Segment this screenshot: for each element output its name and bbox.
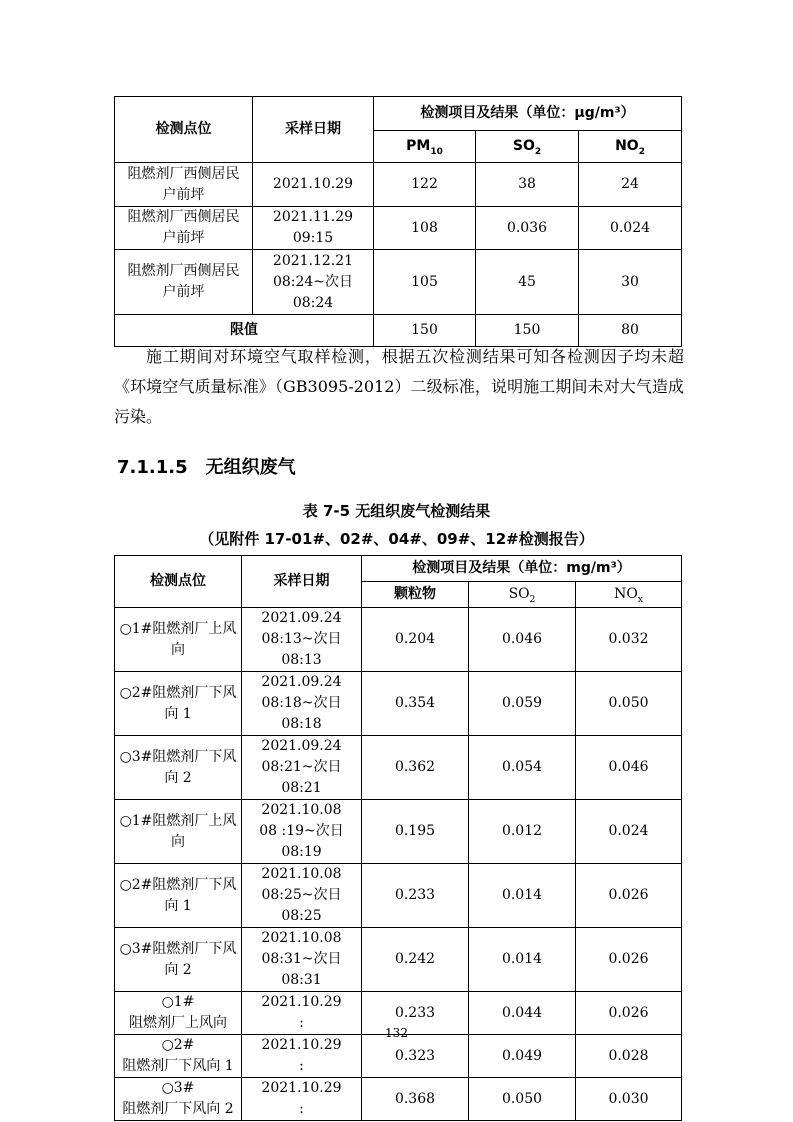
cell-value: 105	[374, 250, 476, 315]
header-pollutant: $SO_2$	[469, 582, 576, 608]
table-row	[115, 250, 682, 315]
cell-point: ○2#阻燃剂厂下风 向 1	[115, 672, 242, 736]
table-row	[115, 1035, 682, 1078]
table-row	[115, 1078, 682, 1121]
cell-point: ○1# 阻燃剂厂上风向	[115, 992, 242, 1035]
table-caption: 表 7-5 无组织废气检测结果	[302, 502, 491, 520]
cell-value: 45	[476, 250, 579, 315]
cell-value: 108	[374, 207, 476, 250]
limit-label: 限值	[115, 315, 374, 347]
cell-point: ○1#阻燃剂厂上风 向	[115, 800, 242, 864]
cell-date: 2021.10.29	[253, 163, 374, 207]
cell-value: 0.233	[362, 992, 469, 1035]
cell-value: 0.362	[362, 736, 469, 800]
cell-date: 2021.10.29 :	[242, 992, 362, 1035]
cell-point: 阻燃剂厂西侧居民 户前坪	[115, 207, 253, 250]
cell-date: 2021.09.24 08:13~次日 08:13	[242, 608, 362, 672]
cell-value: 0.026	[576, 992, 682, 1035]
body-paragraph: 施工期间对环境空气取样检测，根据五次检测结果可知各检测因子均未超《环境空气质量标准》（GB3095-2012）二级标准，说明施工期间未对大气造成污染。	[114, 347, 684, 426]
section-number: 7.1.1.5	[117, 457, 188, 478]
header-pollutant: $SO_2$	[476, 131, 579, 163]
header-date: 采样日期	[253, 97, 374, 163]
cell-point: ○3#阻燃剂厂下风 向 2	[115, 736, 242, 800]
cell-date: 2021.10.29 :	[242, 1078, 362, 1121]
cell-value: 38	[476, 163, 579, 207]
table-row	[115, 163, 682, 207]
cell-point: 阻燃剂厂西侧居民 户前坪	[115, 163, 253, 207]
cell-value: 0.059	[469, 672, 576, 736]
header-results: 检测项目及结果（单位：mg/m³）	[362, 556, 682, 582]
cell-value: 0.323	[362, 1035, 469, 1078]
cell-date: 2021.10.08 08 :19~次日 08:19	[242, 800, 362, 864]
table-row	[115, 800, 682, 864]
table-row	[115, 608, 682, 672]
cell-point: 阻燃剂厂西侧居民 户前坪	[115, 250, 253, 315]
cell-value: 0.242	[362, 928, 469, 992]
cell-value: 0.014	[469, 928, 576, 992]
cell-value: 0.028	[576, 1035, 682, 1078]
cell-value: 0.204	[362, 608, 469, 672]
header-pollutant: 颗粒物	[362, 582, 469, 608]
table-row	[115, 928, 682, 992]
cell-point: ○3# 阻燃剂厂下风向 2	[115, 1078, 242, 1121]
cell-value: 0.046	[576, 736, 682, 800]
table-caption-reference: （见附件 17-01#、02#、04#、09#、12#检测报告）	[199, 530, 594, 548]
header-pollutant: $NO_x$	[576, 582, 682, 608]
cell-date: 2021.11.29 09:15	[253, 207, 374, 250]
cell-date: 2021.10.08 08:31~次日 08:31	[242, 928, 362, 992]
cell-value: 0.054	[469, 736, 576, 800]
cell-value: 0.044	[469, 992, 576, 1035]
cell-value: 0.050	[469, 1078, 576, 1121]
cell-date: 2021.12.21 08:24~次日 08:24	[253, 250, 374, 315]
cell-value: 24	[579, 163, 682, 207]
header-results: 检测项目及结果（单位：μg/m³）	[374, 97, 682, 131]
cell-point: ○2#阻燃剂厂下风 向 1	[115, 864, 242, 928]
cell-value: 0.024	[579, 207, 682, 250]
cell-date: 2021.09.24 08:18~次日 08:18	[242, 672, 362, 736]
limit-value: 80	[579, 315, 682, 347]
cell-value: 0.014	[469, 864, 576, 928]
table-row	[115, 736, 682, 800]
cell-value: 0.049	[469, 1035, 576, 1078]
cell-value: 0.030	[576, 1078, 682, 1121]
cell-value: 0.026	[576, 864, 682, 928]
cell-point: ○3#阻燃剂厂下风 向 2	[115, 928, 242, 992]
cell-date: 2021.09.24 08:21~次日 08:21	[242, 736, 362, 800]
section-heading	[117, 453, 296, 479]
cell-value: 0.012	[469, 800, 576, 864]
cell-point: ○2# 阻燃剂厂下风向 1	[115, 1035, 242, 1078]
table-row	[115, 864, 682, 928]
header-pollutant: $PM_{10}$	[374, 131, 476, 163]
header-point: 检测点位	[115, 556, 242, 608]
cell-date: 2021.10.29 :	[242, 1035, 362, 1078]
cell-value: 0.046	[469, 608, 576, 672]
cell-value: 0.233	[362, 864, 469, 928]
cell-value: 0.050	[576, 672, 682, 736]
cell-value: 122	[374, 163, 476, 207]
limit-value: 150	[374, 315, 476, 347]
page-number: 132	[385, 1026, 408, 1040]
cell-point: ○1#阻燃剂厂上风 向	[115, 608, 242, 672]
limit-value: 150	[476, 315, 579, 347]
table-row	[115, 207, 682, 250]
cell-value: 0.032	[576, 608, 682, 672]
cell-value: 0.026	[576, 928, 682, 992]
cell-value: 0.354	[362, 672, 469, 736]
header-point: 检测点位	[115, 97, 253, 163]
header-pollutant: $NO_2$	[579, 131, 682, 163]
table-row	[115, 672, 682, 736]
header-date: 采样日期	[242, 556, 362, 608]
cell-value: 0.036	[476, 207, 579, 250]
cell-value: 0.024	[576, 800, 682, 864]
section-title: 无组织废气	[205, 457, 296, 478]
cell-date: 2021.10.08 08:25~次日 08:25	[242, 864, 362, 928]
cell-value: 0.195	[362, 800, 469, 864]
cell-value: 30	[579, 250, 682, 315]
air-quality-table	[114, 96, 682, 347]
cell-value: 0.368	[362, 1078, 469, 1121]
